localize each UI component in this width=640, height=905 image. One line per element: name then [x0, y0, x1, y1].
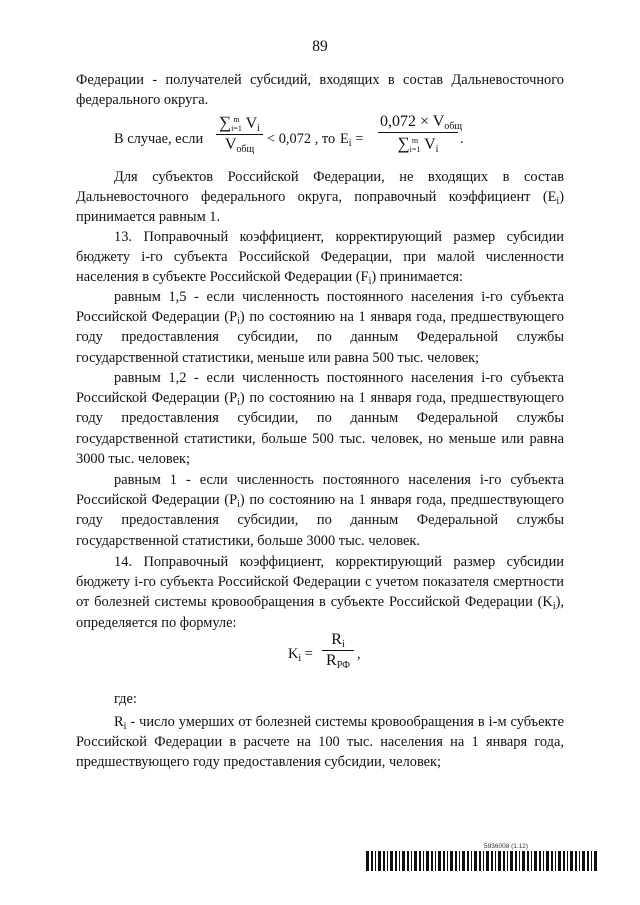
barcode-bar [551, 851, 553, 871]
paragraph-dfo-recipients: Федерации - получателей субсидий, входящих в состав Дальневосточного федерального округа. [76, 72, 564, 109]
barcode-bar [366, 851, 369, 871]
barcode-bar [531, 851, 532, 871]
barcode-bar [582, 851, 585, 871]
barcode-bar [507, 851, 508, 871]
fraction-denominator [216, 135, 263, 154]
k-symbol [288, 646, 313, 663]
barcode-bar [371, 851, 373, 871]
text-gde: где: [114, 691, 137, 707]
barcode-bar [527, 851, 529, 871]
case1-text-b: ) по состоянию на 1 января года, предшествующего году предоставления субсидии, по данным Федеральной службы государственной статистики, меньше или равна 500 тыс. человек; [76, 309, 564, 366]
barcode-bar [522, 851, 525, 871]
page-number: 89 [312, 38, 328, 55]
barcode-bar [534, 851, 537, 871]
fraction-r-numerator [322, 631, 354, 650]
para13-subscript: i [368, 276, 372, 288]
sum-upper-2: m [411, 136, 419, 146]
barcode-bar [503, 851, 505, 871]
barcode-bar [587, 851, 589, 871]
sum-lower-2: i=1 [409, 145, 421, 155]
case1-subscript: i [237, 316, 240, 328]
paragraph-14 [76, 552, 564, 633]
fraction-e-formula [378, 113, 463, 155]
numerator-text: 0,072 × V [380, 113, 445, 130]
para2-text-b: ) принимается равным 1. [76, 189, 564, 226]
sum-lower: i=1 [231, 124, 242, 134]
para14-text-b: ), определяется по формуле: [76, 594, 564, 631]
barcode-bar [575, 851, 577, 871]
sum-symbol: ∑ [219, 113, 232, 132]
formula-k-comma: , [357, 646, 361, 662]
rf-subscript: РФ [336, 660, 350, 671]
r-letter: R [331, 631, 342, 648]
formula-period: . [460, 131, 464, 147]
barcode-bar [438, 851, 441, 871]
case3-text-b: ) по состоянию на 1 января года, предшествующего году предоставления субсидии, по данным Федеральной службы государственной статистики, больше 3000 тыс. человек. [76, 492, 564, 549]
fraction-sum-ratio [216, 113, 263, 154]
numerator-subscript: общ [444, 121, 463, 132]
case3-text-a: равным 1 - если численность постоянного населения i-го субъекта Российской Федерации (P [76, 472, 564, 509]
k-subscript: i [298, 653, 302, 664]
barcode-bar [435, 851, 436, 871]
barcode-bar [471, 851, 472, 871]
barcode-bar [591, 851, 592, 871]
barcode-bar [558, 851, 561, 871]
barcode-bar [474, 851, 477, 871]
sum-symbol-2: ∑ [397, 134, 410, 153]
barcode-bar [546, 851, 549, 871]
paragraph-non-dfo [76, 167, 564, 228]
barcode-bar [407, 851, 409, 871]
barcode-bar [402, 851, 405, 871]
paragraph-case-1 [76, 470, 564, 551]
v-total-symbol: V [224, 136, 237, 154]
rf-letter: R [326, 652, 337, 669]
equals-sign: = [355, 131, 364, 147]
fraction-numerator [216, 113, 263, 134]
paragraph-def-r [76, 712, 564, 773]
barcode-bar [443, 851, 445, 871]
para13-text-b: ) принимается: [371, 269, 463, 286]
barcode-bar [519, 851, 520, 871]
fraction-r-ratio [322, 631, 354, 670]
barcode-id: 5936008 (1.12) [484, 843, 529, 850]
barcode-bar [567, 851, 568, 871]
fraction-r-denominator [322, 651, 354, 670]
paragraph-13 [76, 227, 564, 288]
v-subscript: i [257, 123, 260, 134]
barcode-image [366, 851, 598, 871]
fraction-e-denominator [378, 133, 458, 154]
barcode-bar [543, 851, 544, 871]
para14-subscript: i [552, 601, 556, 613]
barcode-bar [495, 851, 496, 871]
e-letter: E [340, 131, 349, 147]
barcode-bar [459, 851, 460, 871]
barcode-bar [467, 851, 469, 871]
barcode-bar [570, 851, 573, 871]
barcode-bar [419, 851, 421, 871]
barcode-bar [455, 851, 457, 871]
case2-subscript: i [237, 397, 240, 409]
barcode-bar [450, 851, 453, 871]
k-equals: = [304, 646, 313, 662]
barcode-bar [510, 851, 513, 871]
barcode-bar [515, 851, 517, 871]
k-letter: K [288, 646, 299, 662]
r-subscript: i [341, 639, 345, 650]
paragraph-case-1-2 [76, 368, 564, 469]
barcode-bar [539, 851, 541, 871]
barcode-bar [447, 851, 448, 871]
v-symbol: V [245, 115, 258, 132]
paragraph-case-1-5 [76, 287, 564, 368]
sum-limits-2 [410, 136, 421, 154]
def-r-subscript: i [123, 721, 127, 732]
formula-lead-text: В случае, если [114, 131, 204, 147]
barcode-bar [411, 851, 412, 871]
v-total-subscript: общ [236, 144, 255, 156]
v-symbol-2: V [424, 136, 436, 153]
barcode-bar [563, 851, 565, 871]
para2-subscript: i [556, 196, 560, 208]
barcode-bar [483, 851, 484, 871]
def-r-text: - число умерших от болезней системы кровообращения в i-м субъекте Российской Федерации в расчете на 100 тыс. населения на 1 января года, предшествующего году предоставления субсидии, человек; [76, 714, 564, 771]
barcode-bar [414, 851, 417, 871]
barcode-bar [462, 851, 465, 871]
e-subscript: i [348, 138, 352, 149]
formula-condition-text: < 0,072 , то [267, 131, 336, 147]
sum-limits [231, 115, 242, 133]
para2-text-a: Для субъектов Российской Федерации, не входящих в состав Дальневосточного федерального округа, поправочный коэффициент (E [76, 169, 564, 206]
barcode-bar [555, 851, 556, 871]
barcode-bar [491, 851, 493, 871]
para13-text-a: 13. Поправочный коэффициент, корректирующий размер субсидии бюджету i-го субъекта Российской Федерации, при малой численности населения в субъекте Российской Федерации (F [76, 229, 564, 286]
barcode-bar [486, 851, 489, 871]
def-r-letter: R [114, 714, 124, 730]
barcode-bar [390, 851, 393, 871]
barcode-bar [395, 851, 397, 871]
e-symbol [340, 131, 363, 148]
barcode-bar [498, 851, 501, 871]
barcode-bar [423, 851, 424, 871]
barcode-bar [387, 851, 388, 871]
barcode-bar [383, 851, 385, 871]
fraction-e-numerator [378, 113, 463, 132]
barcode-bar [426, 851, 429, 871]
sum-upper: m [233, 115, 240, 125]
para14-text-a: 14. Поправочный коэффициент, корректирующий размер субсидии бюджету i-го субъекта Российской Федерации с учетом показателя смертности от болезней системы кровообращения в субъекте Российской Федерации (K [76, 554, 564, 611]
barcode-bar [479, 851, 481, 871]
case2-text-a: равным 1,2 - если численность постоянного населения i-го субъекта Российской Федерации (P [76, 370, 564, 407]
barcode-bar [399, 851, 400, 871]
barcode-bar [375, 851, 376, 871]
barcode-bar [594, 851, 597, 871]
case3-subscript: i [237, 499, 240, 511]
barcode-bar [431, 851, 433, 871]
barcode-bar [579, 851, 580, 871]
case1-text-a: равным 1,5 - если численность постоянного населения i-го субъекта Российской Федерации (P [76, 289, 564, 326]
case2-text-b: ) по состоянию на 1 января года, предшествующего году предоставления субсидии, по данным Федеральной службы государственной статистики, больше 500 тыс. человек, но меньше или равна 3000 тыс. человек; [76, 390, 564, 467]
v-subscript-2: i [435, 144, 439, 155]
barcode-bar [378, 851, 381, 871]
